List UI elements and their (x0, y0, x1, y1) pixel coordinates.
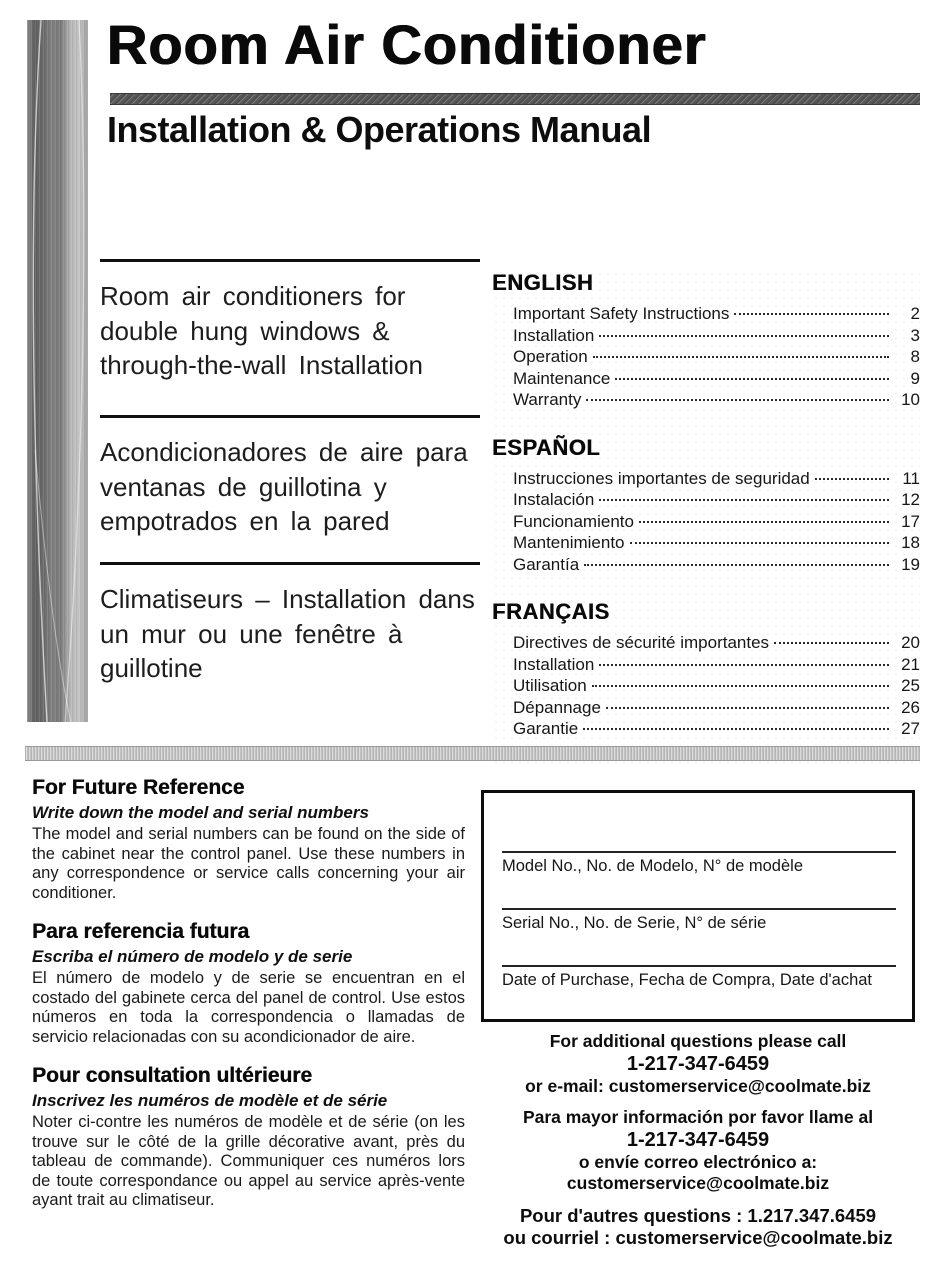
description-english (100, 259, 480, 415)
reference-body: El número de modelo y de serie se encuentran en el costado del gabinete cerca del panel de control. Use estos números en toda la correspondencia o llamadas de servicio relacionadas con su acondicionador de aire. (32, 969, 465, 1046)
reference-block-spanish (32, 920, 465, 1047)
reference-subheading: Write down the model and serial numbers (32, 803, 369, 822)
reference-body: The model and serial numbers can be found on the side of the cabinet near the control panel. Use these numbers in any correspondence or service calls concerning your air conditioner. (32, 825, 465, 902)
toc-entry (492, 489, 920, 511)
contact-phone-number: 1-217-347-6459 (626, 1052, 770, 1075)
toc-entry (492, 346, 920, 368)
title-divider (110, 93, 920, 105)
toc-leader-dots (606, 707, 889, 709)
toc-entry-label: Garantía (513, 554, 580, 574)
toc-entry (492, 532, 920, 554)
description-line: empotrados en la pared (100, 506, 390, 536)
reference-body: Noter ci-contre les numéros de modèle et de série (on les trouve sur le côté de la grille décorative avant, près du tableau de commande). Communiquer ces numéros lors de toute correspondance ou appel au service après-vente ayant trait au climatiseur. (32, 1113, 465, 1209)
record-field-label: Model No., No. de Modelo, N° de modèle (502, 857, 804, 875)
future-reference-column (32, 776, 465, 1228)
description-line: Room air conditioners for (100, 281, 406, 311)
record-field-label: Date of Purchase, Fecha de Compra, Date d'achat (502, 971, 873, 989)
toc-entry-page: 9 (910, 368, 920, 388)
toc-section-spanish (492, 435, 920, 576)
toc-section-english (492, 270, 920, 411)
toc-leader-dots (815, 478, 889, 480)
toc-entry-page: 21 (901, 654, 920, 674)
toc-entry (492, 554, 920, 576)
decorative-side-bar (27, 20, 88, 722)
toc-entry-page: 11 (902, 468, 920, 488)
toc-entry-label: Utilisation (513, 676, 587, 695)
record-field-purchase-date (502, 965, 896, 990)
toc-entry-label: Dépannage (513, 697, 601, 717)
language-descriptions (100, 259, 480, 686)
reference-heading: For Future Reference (32, 776, 245, 799)
toc-entry-label: Mantenimiento (513, 533, 625, 552)
toc-entry-page: 12 (901, 490, 920, 509)
reference-subheading: Inscrivez les numéros de modèle et de série (32, 1091, 388, 1110)
contact-email-line: customerservice@coolmate.biz (566, 1173, 830, 1193)
description-spanish (100, 415, 480, 562)
record-field-label: Serial No., No. de Serie, N° de série (502, 914, 767, 932)
description-line: guillotine (100, 653, 203, 683)
description-line: Climatiseurs – Installation dans (100, 584, 475, 614)
toc-leader-dots (630, 542, 889, 544)
toc-leader-dots (586, 399, 889, 401)
description-line: double hung windows & (100, 315, 390, 346)
toc-entry-label: Funcionamiento (513, 511, 634, 531)
toc-leader-dots (734, 313, 889, 315)
reference-block-english (32, 776, 465, 903)
contact-phone-number: 1-217-347-6459 (626, 1128, 770, 1151)
description-line: Acondicionadores de aire para (100, 437, 468, 467)
toc-entry-label: Installation (513, 325, 595, 345)
toc-leader-dots (593, 356, 889, 358)
toc-leader-dots (639, 521, 889, 523)
description-french (100, 562, 480, 686)
table-of-contents (492, 270, 920, 764)
toc-entry-label: Directives de sécurité importantes (513, 633, 770, 652)
toc-entry-page: 26 (901, 697, 920, 717)
toc-leader-dots (599, 335, 889, 337)
toc-leader-dots (592, 685, 889, 687)
toc-entry-label: Important Safety Instructions (513, 304, 730, 323)
description-line: through-the-wall Installation (100, 350, 423, 380)
toc-entry (492, 632, 920, 654)
toc-entry-page: 27 (901, 719, 920, 738)
toc-entry-label: Garantie (513, 719, 579, 738)
toc-leader-dots (599, 664, 889, 666)
toc-entry-page: 3 (910, 325, 920, 345)
write-in-line (502, 965, 896, 967)
page-subtitle: Installation & Operations Manual (107, 109, 652, 150)
record-field-serial (502, 908, 896, 933)
toc-entry-label: Instalación (513, 490, 595, 509)
toc-leader-dots (615, 378, 889, 380)
toc-entry (492, 325, 920, 347)
toc-entry-page: 25 (901, 676, 920, 695)
toc-leader-dots (584, 564, 889, 566)
toc-entry-label: Installation (513, 654, 595, 674)
toc-entry-page: 20 (901, 633, 920, 652)
toc-entry (492, 389, 920, 411)
toc-entry-label: Instrucciones importantes de seguridad (513, 468, 810, 488)
toc-entry (492, 468, 920, 490)
toc-entry (492, 368, 920, 390)
contact-block-spanish (481, 1107, 915, 1195)
reference-block-french (32, 1064, 465, 1211)
toc-entry-page: 2 (910, 304, 920, 323)
description-line: un mur ou une fenêtre à (100, 618, 403, 649)
page-title: Room Air Conditioner (107, 13, 707, 76)
toc-section-heading: ENGLISH (492, 270, 594, 295)
toc-entry-label: Warranty (513, 390, 582, 409)
toc-leader-dots (583, 728, 889, 730)
section-divider (25, 746, 920, 761)
contact-line: Pour d'autres questions : 1.217.347.6459 (519, 1204, 877, 1226)
write-in-line (502, 908, 896, 910)
contact-block-french (481, 1205, 915, 1249)
contact-line: o envíe correo electrónico a: (578, 1151, 818, 1172)
toc-entry-page: 8 (910, 347, 920, 366)
toc-entry (492, 511, 920, 533)
description-line: ventanas de guillotina y (100, 471, 387, 502)
toc-entry (492, 303, 920, 325)
reference-heading: Pour consultation ultérieure (32, 1064, 313, 1087)
toc-leader-dots (774, 642, 889, 644)
toc-entry (492, 675, 920, 697)
toc-entry (492, 654, 920, 676)
toc-entry (492, 718, 920, 740)
toc-leader-dots (599, 499, 889, 501)
contact-block-english (481, 1031, 915, 1097)
toc-entry-label: Maintenance (513, 368, 611, 388)
record-box (481, 790, 915, 1022)
toc-entry-label: Operation (513, 347, 588, 366)
contact-info (481, 1031, 915, 1259)
contact-email-line: or e-mail: customerservice@coolmate.biz (525, 1075, 871, 1096)
toc-entry (492, 697, 920, 719)
contact-email-line: ou courriel : customerservice@coolmate.biz (503, 1226, 893, 1248)
reference-heading: Para referencia futura (32, 920, 250, 943)
record-field-model (502, 851, 896, 876)
contact-line: Para mayor información por favor llame al (522, 1107, 874, 1127)
write-in-line (502, 851, 896, 853)
side-bar-texture (27, 20, 88, 722)
toc-section-heading: FRANÇAIS (492, 599, 610, 624)
contact-line: For additional questions please call (549, 1031, 847, 1051)
toc-entry-page: 10 (901, 390, 920, 409)
toc-section-french (492, 599, 920, 740)
toc-entry-page: 17 (901, 511, 920, 531)
reference-subheading: Escriba el número de modelo y de serie (32, 947, 353, 966)
toc-section-heading: ESPAÑOL (492, 434, 601, 460)
toc-entry-page: 18 (901, 533, 920, 552)
toc-entry-page: 19 (901, 554, 920, 574)
